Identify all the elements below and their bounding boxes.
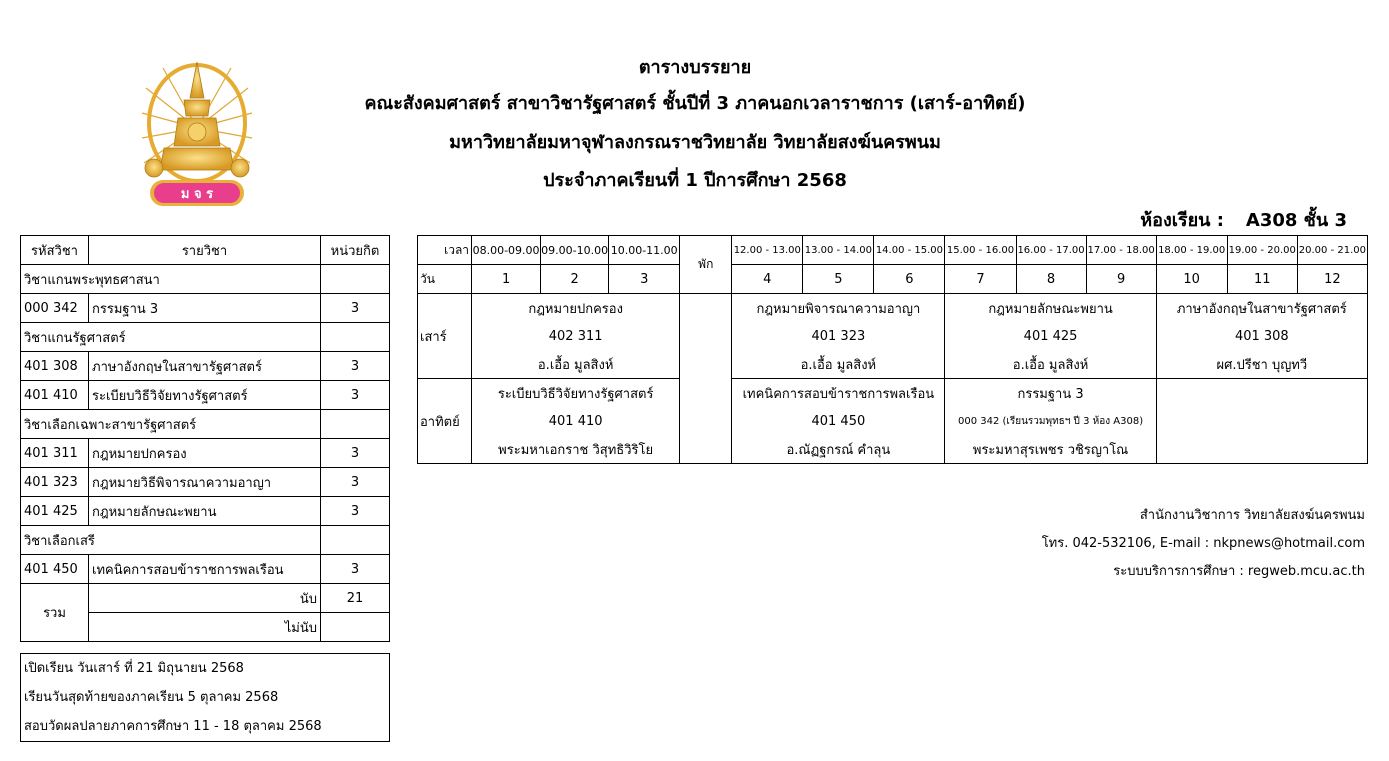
room-value: A308 ชั้น 3 xyxy=(1245,210,1347,231)
period-number: 8 xyxy=(1016,265,1086,294)
course-block-teacher: อ.เอื้อ มูลสิงห์ xyxy=(732,350,945,379)
contact-info xyxy=(1042,502,1365,586)
course-credits: 3 xyxy=(321,497,390,526)
faculty-line: คณะสังคมศาสตร์ สาขาวิชารัฐศาสตร์ ชั้นปีที่ 3 ภาคนอกเวลาราชการ (เสาร์-อาทิตย์) xyxy=(364,93,1026,114)
time-slot: 13.00 - 14.00 xyxy=(803,236,874,265)
time-slot: 08.00-09.00 xyxy=(472,236,541,265)
total-counted-row xyxy=(21,584,390,613)
course-block-code: 402 311 xyxy=(472,322,680,350)
course-block-code: 401 410 xyxy=(472,407,680,435)
table-row xyxy=(21,468,390,497)
uncounted-value xyxy=(321,613,390,642)
counted-label: นับ xyxy=(89,584,321,613)
time-slot: 14.00 - 15.00 xyxy=(874,236,945,265)
course-block-teacher: อ.เอื้อ มูลสิงห์ xyxy=(945,350,1156,379)
course-name: กฎหมายลักษณะพยาน xyxy=(89,497,321,526)
time-slot: 15.00 - 16.00 xyxy=(945,236,1016,265)
saturday-row-1 xyxy=(418,294,1368,323)
course-credits: 3 xyxy=(321,381,390,410)
course-block-name: กฎหมายพิจารณาความอาญา xyxy=(732,294,945,323)
category-label: วิชาเลือกเสรี xyxy=(21,526,321,555)
saturday-row-2 xyxy=(418,322,1368,350)
semester-line: ประจำภาคเรียนที่ 1 ปีการศึกษา 2568 xyxy=(543,170,847,191)
table-row xyxy=(21,526,390,555)
period-number: 11 xyxy=(1227,265,1297,294)
table-row xyxy=(21,381,390,410)
course-block-teacher: พระมหาสุรเพชร วชิรญาโณ xyxy=(945,435,1156,464)
course-name: กรรมฐาน 3 xyxy=(89,294,321,323)
course-code: 401 410 xyxy=(21,381,89,410)
page-title: ตารางบรรยาย xyxy=(638,57,752,78)
time-slot: 10.00-11.00 xyxy=(609,236,680,265)
course-code: 000 342 xyxy=(21,294,89,323)
course-block-code xyxy=(1156,407,1367,435)
course-block-name: กรรมฐาน 3 xyxy=(945,379,1156,408)
period-number: 4 xyxy=(732,265,803,294)
course-block-teacher: อ.ณัฏฐกรณ์ คำลุน xyxy=(732,435,945,464)
col-credits-header: หน่วยกิต xyxy=(321,236,390,265)
note-open: เปิดเรียน วันเสาร์ ที่ 21 มิถุนายน 2568 xyxy=(24,661,244,676)
course-block-teacher: ผศ.ปรีชา บุญทวี xyxy=(1156,350,1367,379)
schedule-table xyxy=(417,235,1368,464)
table-row xyxy=(21,265,390,294)
course-code: 401 425 xyxy=(21,497,89,526)
category-label: วิชาเลือกเฉพาะสาขารัฐศาสตร์ xyxy=(21,410,321,439)
course-code: 401 308 xyxy=(21,352,89,381)
course-code: 401 323 xyxy=(21,468,89,497)
counted-value: 21 xyxy=(321,584,390,613)
courses-table xyxy=(20,235,390,642)
course-block-name: เทคนิคการสอบข้าราชการพลเรือน xyxy=(732,379,945,408)
course-block-name xyxy=(1156,379,1367,408)
time-slot: 19.00 - 20.00 xyxy=(1227,236,1297,265)
table-row xyxy=(21,439,390,468)
course-block-code: 401 425 xyxy=(945,322,1156,350)
time-slot: 12.00 - 13.00 xyxy=(732,236,803,265)
course-block-name: กฎหมายปกครอง xyxy=(472,294,680,323)
total-label: รวม xyxy=(21,584,89,642)
sunday-row-1 xyxy=(418,379,1368,408)
col-code-header: รหัสวิชา xyxy=(21,236,89,265)
course-block-code: 401 323 xyxy=(732,322,945,350)
period-number: 7 xyxy=(945,265,1016,294)
time-slot: 16.00 - 17.00 xyxy=(1016,236,1086,265)
period-number: 2 xyxy=(541,265,609,294)
break-label: พัก xyxy=(680,236,732,294)
note-last-day: เรียนวันสุดท้ายของภาคเรียน 5 ตุลาคม 2568 xyxy=(24,690,279,705)
course-block-teacher xyxy=(1156,435,1367,464)
category-label: วิชาแกนพระพุทธศาสนา xyxy=(21,265,321,294)
time-label: เวลา xyxy=(418,236,472,265)
course-block-code: 401 308 xyxy=(1156,322,1367,350)
col-name-header: รายวิชา xyxy=(89,236,321,265)
sunday-row-3 xyxy=(418,435,1368,464)
course-block-teacher: พระมหาเอกราช วิสุทธิวิริโย xyxy=(472,435,680,464)
period-number: 3 xyxy=(609,265,680,294)
time-slot: 09.00-10.00 xyxy=(541,236,609,265)
registration-system: ระบบบริการการศึกษา : regweb.mcu.ac.th xyxy=(1113,564,1365,579)
period-number: 9 xyxy=(1086,265,1156,294)
course-block-name: ระเบียบวิธีวิจัยทางรัฐศาสตร์ xyxy=(472,379,680,408)
period-number: 1 xyxy=(472,265,541,294)
sunday-row-2 xyxy=(418,407,1368,435)
uncounted-label: ไม่นับ xyxy=(89,613,321,642)
category-label: วิชาแกนรัฐศาสตร์ xyxy=(21,323,321,352)
day-saturday: เสาร์ xyxy=(418,294,472,379)
course-name: เทคนิคการสอบข้าราชการพลเรือน xyxy=(89,555,321,584)
day-sunday: อาทิตย์ xyxy=(418,379,472,464)
important-dates xyxy=(20,653,390,742)
period-number: 12 xyxy=(1297,265,1367,294)
course-credits: 3 xyxy=(321,439,390,468)
table-row xyxy=(21,294,390,323)
table-row xyxy=(21,352,390,381)
table-row xyxy=(21,410,390,439)
course-credits: 3 xyxy=(321,352,390,381)
time-slot: 18.00 - 19.00 xyxy=(1156,236,1227,265)
period-number: 5 xyxy=(803,265,874,294)
course-name: ระเบียบวิธีวิจัยทางรัฐศาสตร์ xyxy=(89,381,321,410)
time-slot: 17.00 - 18.00 xyxy=(1086,236,1156,265)
course-credits: 3 xyxy=(321,294,390,323)
time-slot: 20.00 - 21.00 xyxy=(1297,236,1367,265)
course-name: กฎหมายปกครอง xyxy=(89,439,321,468)
contact-phone-email: โทร. 042-532106, E-mail : nkpnews@hotmail.com xyxy=(1041,536,1365,551)
course-block-name: กฎหมายลักษณะพยาน xyxy=(945,294,1156,323)
table-row xyxy=(21,323,390,352)
period-row xyxy=(418,265,1368,294)
period-number: 6 xyxy=(874,265,945,294)
time-row xyxy=(418,236,1368,265)
course-block-name: ภาษาอังกฤษในสาขารัฐศาสตร์ xyxy=(1156,294,1367,323)
university-line: มหาวิทยาลัยมหาจุฬาลงกรณราชวิทยาลัย วิทยาลัยสงฆ์นครพนม xyxy=(449,132,941,153)
table-row xyxy=(21,555,390,584)
table-row xyxy=(21,497,390,526)
course-credits: 3 xyxy=(321,468,390,497)
logo-text: ม จ ร xyxy=(180,187,214,202)
note-exam: สอบวัดผลปลายภาคการศึกษา 11 - 18 ตุลาคม 2568 xyxy=(24,719,322,734)
saturday-row-3 xyxy=(418,350,1368,379)
break-column xyxy=(680,294,732,464)
period-number: 10 xyxy=(1156,265,1227,294)
course-code: 401 450 xyxy=(21,555,89,584)
office-name: สำนักงานวิชาการ วิทยาลัยสงฆ์นครพนม xyxy=(1139,508,1365,523)
course-block-code: 000 342 (เรียนรวมพุทธฯ ปี 3 ห้อง A308) xyxy=(945,407,1156,435)
course-name: ภาษาอังกฤษในสาขารัฐศาสตร์ xyxy=(89,352,321,381)
course-block-teacher: อ.เอื้อ มูลสิงห์ xyxy=(472,350,680,379)
course-code: 401 311 xyxy=(21,439,89,468)
course-block-code: 401 450 xyxy=(732,407,945,435)
course-name: กฎหมายวิธีพิจารณาความอาญา xyxy=(89,468,321,497)
room-info xyxy=(1140,205,1347,234)
room-label: ห้องเรียน : xyxy=(1140,210,1224,231)
day-label: วัน xyxy=(418,265,472,294)
course-credits: 3 xyxy=(321,555,390,584)
